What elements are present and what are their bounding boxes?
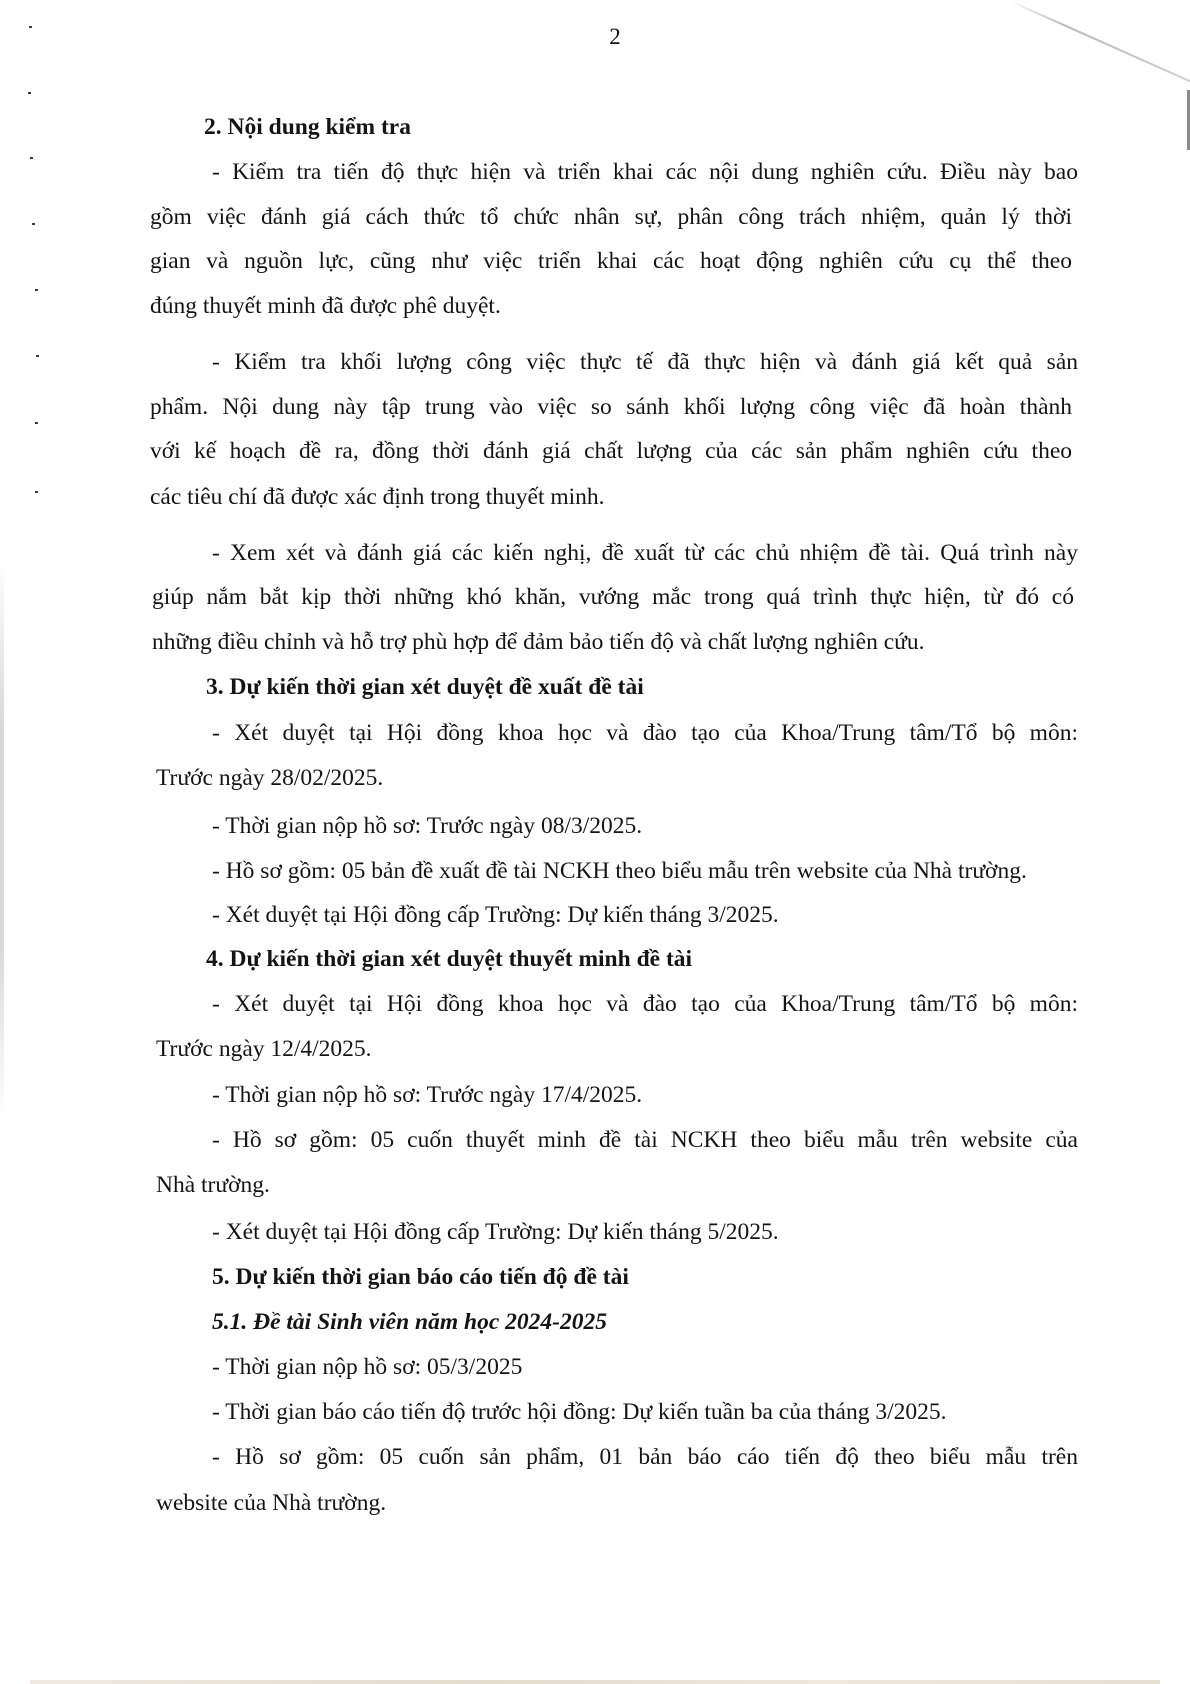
- section-heading: 2. Nội dung kiểm tra: [204, 114, 411, 140]
- scan-speck: [28, 92, 31, 94]
- paragraph-line: gồm việc đánh giá cách thức tổ chức nhân sự, phân công trách nhiệm, quản lý thời: [150, 204, 1072, 230]
- scan-speck: [35, 289, 38, 291]
- page-bottom-edge: [30, 1680, 1160, 1684]
- paragraph-line: - Xét duyệt tại Hội đồng cấp Trường: Dự kiến tháng 3/2025.: [212, 902, 779, 928]
- paragraph-line: - Xét duyệt tại Hội đồng cấp Trường: Dự kiến tháng 5/2025.: [212, 1219, 779, 1245]
- paragraph-line: giúp nắm bắt kịp thời những khó khăn, vướng mắc trong quá trình thực hiện, từ đó có: [152, 584, 1074, 610]
- paragraph-line: phẩm. Nội dung này tập trung vào việc so sánh khối lượng công việc đã hoàn thành: [150, 394, 1072, 420]
- paragraph-line: đúng thuyết minh đã được phê duyệt.: [150, 293, 501, 319]
- paragraph-line: website của Nhà trường.: [156, 1490, 387, 1516]
- paragraph-line: gian và nguồn lực, cũng như việc triển khai các hoạt động nghiên cứu cụ thể theo: [150, 248, 1072, 274]
- paragraph-line: các tiêu chí đã được xác định trong thuyết minh.: [150, 484, 605, 510]
- paragraph-line: Nhà trường.: [156, 1172, 270, 1198]
- scan-speck: [30, 157, 33, 159]
- paragraph-line: - Kiểm tra tiến độ thực hiện và triển khai các nội dung nghiên cứu. Điều này bao: [212, 159, 1078, 185]
- paragraph-line: - Thời gian nộp hồ sơ: Trước ngày 08/3/2025.: [212, 813, 643, 839]
- paragraph-line: - Kiểm tra khối lượng công việc thực tế đã thực hiện và đánh giá kết quả sản: [212, 349, 1078, 375]
- scan-speck: [35, 491, 38, 493]
- paragraph-line: - Xét duyệt tại Hội đồng khoa học và đào tạo của Khoa/Trung tâm/Tổ bộ môn:: [212, 991, 1078, 1017]
- section-heading: 5. Dự kiến thời gian báo cáo tiến độ đề tài: [212, 1264, 629, 1290]
- scan-edge-shadow: [0, 560, 4, 1120]
- paragraph-line: - Thời gian báo cáo tiến độ trước hội đồng: Dự kiến tuần ba của tháng 3/2025.: [212, 1399, 947, 1425]
- paragraph-line: - Hồ sơ gồm: 05 cuốn thuyết minh đề tài NCKH theo biểu mẫu trên website của: [212, 1127, 1078, 1153]
- paragraph-line: - Thời gian nộp hồ sơ: 05/3/2025: [212, 1354, 523, 1380]
- paragraph-line: những điều chỉnh và hỗ trợ phù hợp để đảm bảo tiến độ và chất lượng nghiên cứu.: [152, 629, 925, 655]
- scan-speck: [35, 422, 38, 424]
- paragraph-line: - Xét duyệt tại Hội đồng khoa học và đào tạo của Khoa/Trung tâm/Tổ bộ môn:: [212, 720, 1078, 746]
- subsection-heading: 5.1. Đề tài Sinh viên năm học 2024-2025: [212, 1309, 607, 1335]
- paragraph-line: Trước ngày 12/4/2025.: [156, 1036, 372, 1062]
- page-number: 2: [609, 24, 621, 49]
- section-heading: 4. Dự kiến thời gian xét duyệt thuyết minh đề tài: [206, 946, 693, 972]
- paragraph-line: - Hồ sơ gồm: 05 cuốn sản phẩm, 01 bản báo cáo tiến độ theo biểu mẫu trên: [212, 1444, 1078, 1470]
- paragraph-line: - Xem xét và đánh giá các kiến nghị, đề xuất từ các chủ nhiệm đề tài. Quá trình này: [212, 540, 1078, 566]
- paragraph-line: với kế hoạch đề ra, đồng thời đánh giá chất lượng của các sản phẩm nghiên cứu theo: [150, 438, 1072, 464]
- paragraph-line: - Hồ sơ gồm: 05 bản đề xuất đề tài NCKH theo biểu mẫu trên website của Nhà trường.: [212, 858, 1027, 884]
- paragraph-line: - Thời gian nộp hồ sơ: Trước ngày 17/4/2025.: [212, 1082, 643, 1108]
- scan-speck: [36, 355, 39, 357]
- section-heading: 3. Dự kiến thời gian xét duyệt đề xuất đề tài: [206, 674, 644, 700]
- paragraph-line: Trước ngày 28/02/2025.: [156, 765, 384, 791]
- scan-speck: [32, 223, 35, 225]
